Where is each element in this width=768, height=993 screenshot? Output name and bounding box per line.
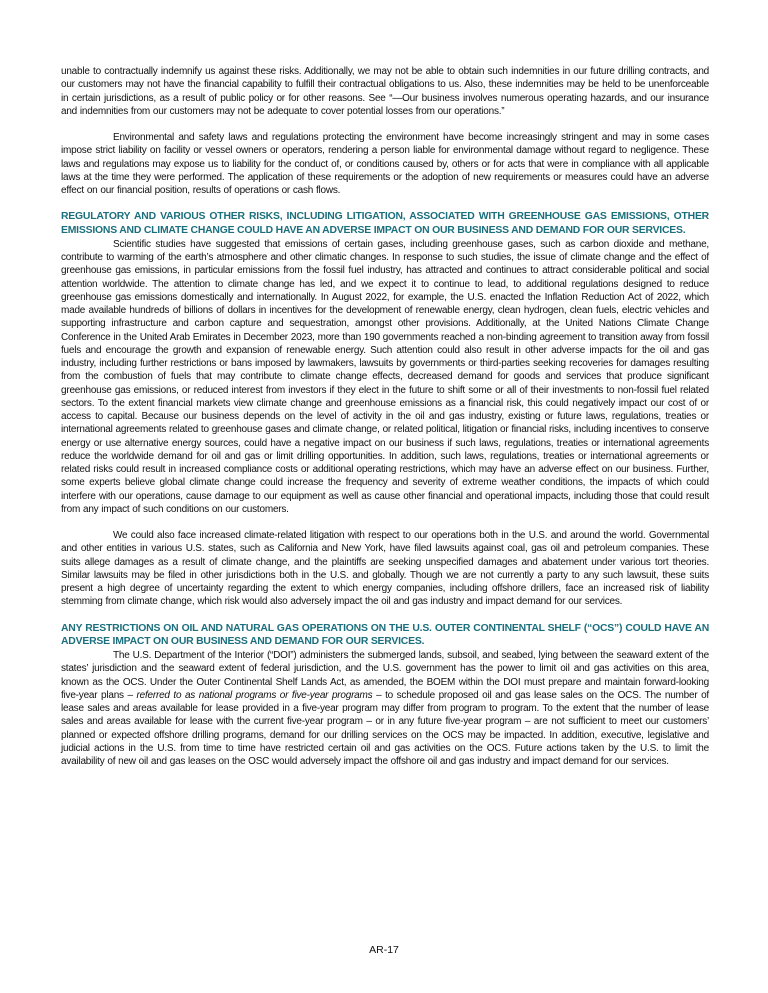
page-number: AR-17 [369, 944, 399, 956]
paragraph-text: The U.S. Department of the Interior (“DOI”) administers the submerged lands, subsoil, and seabed, lying between the seaward extent of the states’ jurisdiction and the seaward extent of federal jurisdiction, and the U.S. government has the power to limit oil and gas activities on this area, known as the OCS. Under the Outer Continental Shelf Lands Act, as amended, the BOEM within the DOI must prepare and maintain forward-looking five-year plans – [61, 650, 709, 701]
paragraph-climate-litigation: We could also face increased climate-related litigation with respect to our operations both in the U.S. and around the world. Governmental and other entities in various U.S. states, such as California and New York, have filed lawsuits against coal, gas oil and petroleum companies. These suits allege damages as a result of climate change, and the plaintiffs are seeking unspecified damages and abatement under various tort theories. Similar lawsuits may be filed in other jurisdictions both in the U.S. and globally. Though we are not currently a party to any such lawsuit, these suits present a high degree of uncertainty regarding the extent to which energy companies, including offshore drillers, face an increased risk of liability stemming from climate change, which risk would also adversely impact the oil and gas industry and impact demand for our services. [61, 530, 709, 608]
heading-greenhouse-gas-risks: REGULATORY AND VARIOUS OTHER RISKS, INCLUDING LITIGATION, ASSOCIATED WITH GREENHOUSE GAS EMISSIONS, OTHER EMISSIONS AND CLIMATE CHANGE COULD HAVE AN ADVERSE IMPACT ON OUR BUSINESS AND DEMAND FOR OUR SERVICES. [61, 211, 709, 237]
paragraph-text: – to schedule proposed oil and gas lease sales on the OCS. The number of lease sales and areas available for lease provided in a five-year program may differ from program to program. To the extent that the number of lease sales and areas available for lease with the current five-year program – or in any future five-year program – are not sufficient to meet our customers’ planned or expected offshore drilling programs, demand for our drilling services on the OCS may be impacted. In addition, executive, legislative and judicial actions in the U.S. from time to time have restricted certain oil and gas activities on the OCS. Future actions taken by the U.S. to limit the availability of new oil and gas leases on the OSC would adversely impact the offshore oil and gas industry and impact demand for our services. [61, 689, 709, 768]
paragraph-scientific-studies: Scientific studies have suggested that emissions of certain gases, including greenhouse gases, such as carbon dioxide and methane, contribute to warming of the earth’s atmosphere and other climatic changes. In response to such studies, the issue of climate change and the effect of greenhouse gas emissions, in particular emissions from the fossil fuel industry, has attracted and continues to attract considerable political and social attention worldwide. The attention to climate change has led, and we expect it to continue to lead, to additional regulations designed to reduce greenhouse gas emissions domestically and internationally. In August 2022, for example, the U.S. enacted the Inflation Reduction Act of 2022, which made available hundreds of billions of dollars in incentives for the development of renewable energy, clean hydrogen, clean fuels, electric vehicles and supporting infrastructure and carbon capture and sequestration, amongst other provisions. Additionally, at the United Nations Climate Change Conference in the United Arab Emirates in December 2023, more than 190 governments reached a non-binding agreement to transition away from fossil fuels and encourage the growth and expansion of renewable energy. Such attention could also result in other adverse impacts for the oil and gas industry, including further restrictions or bans imposed by lawmakers, lawsuits by governments or third-parties seeking recoveries for damages resulting from the combustion of fuels that may contribute to climate change effects, decreased demand for goods and services that produce significant greenhouse gas emissions, or reduced interest from investors if they elect in the future to shift some or all of their investments to non-fossil fuel related sectors. To the extent financial markets view climate change and greenhouse emissions as a financial risk, this could negatively impact our cost of or access to capital. Because our business depends on the level of activity in the oil and gas industry, existing or future laws, regulations, treaties or international agreements related to greenhouse gases and climate change, or related political, litigation or financial risks, including incentives to conserve energy or use alternative energy sources, could have a negative impact on our business if such laws, regulations, treaties or international agreements reduce the worldwide demand for oil and gas or limit drilling opportunities. In addition, such laws, regulations, treaties or international agreements or related risks could result in increased compliance costs or additional operating restrictions, which may have an adverse effect on our business. Further, some experts believe global climate change could increase the frequency and severity of extreme weather conditions, the impacts of which could interfere with our operations, cause damage to our equipment as well as cause other financial and operational impacts, including those that could result from any impact of such conditions on our customers. [61, 238, 709, 515]
italic-text: referred to as national programs or five-year programs [136, 689, 373, 701]
document-page [61, 65, 709, 768]
paragraph-environmental-laws: Environmental and safety laws and regulations protecting the environment have become increasingly stringent and may in some cases impose strict liability on facility or vessel owners or operators, rendering a person liable for environmental damage without regard to negligence. These laws and regulations may expose us to liability for the conduct of, or conditions caused by, others or for acts that were in compliance with all applicable laws at the time they were performed. The application of these requirements or the adoption of new requirements or measures could have an adverse effect on our financial position, results of operations or cash flows. [61, 132, 709, 196]
heading-ocs-restrictions: ANY RESTRICTIONS ON OIL AND NATURAL GAS OPERATIONS ON THE U.S. OUTER CONTINENTAL SHELF (“OCS”) COULD HAVE AN ADVERSE IMPACT ON OUR BUSINESS AND DEMAND FOR OUR SERVICES. [61, 622, 709, 648]
paragraph-doi-ocs [61, 649, 709, 768]
paragraph-indemnities: unable to contractually indemnify us against these risks. Additionally, we may not be able to obtain such indemnities in our future drilling contracts, and our customers may not have the financial capability to fulfill their contractual obligations to us. Also, these indemnities may be held to be unenforceable in certain jurisdictions, as a result of public policy or for other reasons. See “—Our business involves numerous operating hazards, and our insurance and indemnities from our customers may not be adequate to cover potential losses from our operations.” [61, 66, 709, 117]
